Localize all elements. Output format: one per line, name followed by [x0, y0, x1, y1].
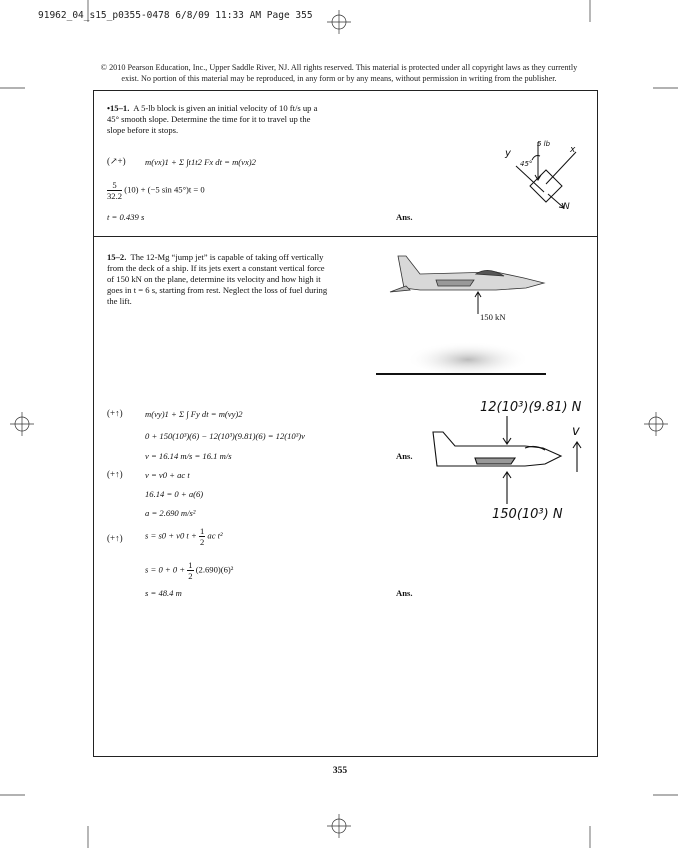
x-axis: [546, 152, 576, 184]
problem-1-direction-tag: (↗+): [107, 156, 126, 166]
problem-1-equation-1: m(vx)1 + Σ ∫t1t2 Fx dt = m(vx)2: [145, 157, 256, 167]
eq7-numerator: 1: [199, 526, 205, 536]
problem-2-equation-7: [145, 526, 223, 547]
problem-2-equation-3: v = 16.14 m/s = 16.1 m/s: [145, 451, 232, 461]
fbd-normal-label: N: [563, 202, 570, 212]
normal-arrow: [548, 194, 564, 208]
eq8-fraction: [187, 560, 193, 581]
registration-mark-top: [327, 10, 351, 34]
fbd-x-label: x: [570, 145, 576, 155]
copyright-notice: [95, 63, 583, 84]
y-axis: [516, 166, 544, 192]
eq2-fraction: [107, 180, 122, 201]
jump-jet-figure: [376, 248, 546, 378]
jet-body: [390, 256, 544, 292]
problem-2-statement: [107, 252, 329, 307]
problem-1-number: •15–1.: [107, 103, 130, 113]
fbd-y-label: y: [505, 148, 511, 159]
problem-2-equation-1: m(vy)1 + Σ ∫ Fy dt = m(vy)2: [145, 409, 243, 419]
eq7-fraction: [199, 526, 205, 547]
page-number: 355: [332, 766, 348, 776]
problem-1-statement: [107, 103, 329, 136]
eq8-denominator: 2: [188, 571, 193, 581]
registration-mark-left: [10, 412, 34, 436]
problem-2-equation-9: s = 48.4 m: [145, 588, 182, 598]
copyright-line-1: © 2010 Pearson Education, Inc., Upper Saddle River, NJ. All rights reserved. This material is protected under all copyright laws as they currently: [100, 63, 578, 72]
problem-1-ans-label: Ans.: [396, 212, 413, 222]
fbd-thrust-label-handwritten: 150(10³) N: [492, 507, 563, 522]
exhaust-cloud: [406, 338, 530, 374]
problem-2-equation-5: 16.14 = 0 + a(6): [145, 489, 204, 499]
eq7-left: s = s0 + v0 t +: [145, 530, 197, 541]
fbd-angle-label: 45°: [520, 160, 533, 168]
problem-2-tag-up-1: (+↑): [107, 408, 123, 418]
problem-2-text: The 12-Mg “jump jet” is capable of taking off vertically from the deck of a ship. If its jets exert a constant vertical force of 150 kN on the plane, determine its velocity and how high it goes in t = 6 s, starting from rest. Neglect the loss of fuel during the lift.: [107, 252, 328, 306]
problem-1-result: t = 0.439 s: [107, 212, 145, 222]
copyright-line-2: exist. No portion of this material may be reproduced, in any form or by any means, without permission in writing from the publisher.: [121, 73, 557, 83]
eq2-rest: (10) + (−5 sin 45°)t = 0: [124, 184, 205, 195]
fbd-velocity-label-handwritten: v: [572, 424, 580, 439]
eq2-numerator: 5: [107, 180, 122, 191]
block-shape: [530, 170, 562, 202]
problem-divider: [93, 236, 598, 237]
problem-2-equation-6: a = 2.690 m/s²: [145, 508, 196, 518]
problem-2-equation-2: 0 + 150(10³)(6) − 12(10³)(9.81)(6) = 12(10³)v: [145, 431, 305, 441]
problem-1-equation-2: [107, 180, 205, 201]
problem-1-text: A 5-lb block is given an initial velocity of 10 ft/s up a 45° smooth slope. Determine the time for it to travel up the slope before it stops.: [107, 103, 318, 135]
figure-force-label: 150 kN: [480, 312, 506, 322]
eq7-right: ac t²: [207, 530, 223, 541]
problem-2-equation-8: [145, 560, 233, 581]
angle-arc: [532, 156, 540, 161]
fbd-weight-label-handwritten: 12(10³)(9.81) N: [480, 400, 582, 415]
problem-2-tag-up-2: (+↑): [107, 469, 123, 479]
eq8-numerator: 1: [188, 560, 193, 570]
problem-2-equation-4: v = v0 + ac t: [145, 470, 190, 480]
fbd-weight-label: 5 lb: [537, 140, 551, 148]
problem-2-tag-up-3: (+↑): [107, 533, 123, 543]
problem-2-ans-label-2: Ans.: [396, 588, 413, 598]
problem-2-ans-label-1: Ans.: [396, 451, 413, 461]
registration-mark-right: [644, 412, 668, 436]
problem-2-number: 15–2.: [107, 252, 127, 262]
problem-2-free-body-diagram: [415, 410, 595, 520]
eq8-left: s = 0 + 0 +: [145, 564, 186, 575]
print-slug: 91962_04_s15_p0355-0478 6/8/09 11:33 AM Page 355: [38, 10, 313, 21]
eq2-denominator: 32.2: [107, 191, 123, 201]
eq8-right: (2.690)(6)²: [195, 564, 234, 575]
eq7-denominator: 2: [199, 537, 205, 547]
registration-mark-bottom: [327, 814, 351, 838]
